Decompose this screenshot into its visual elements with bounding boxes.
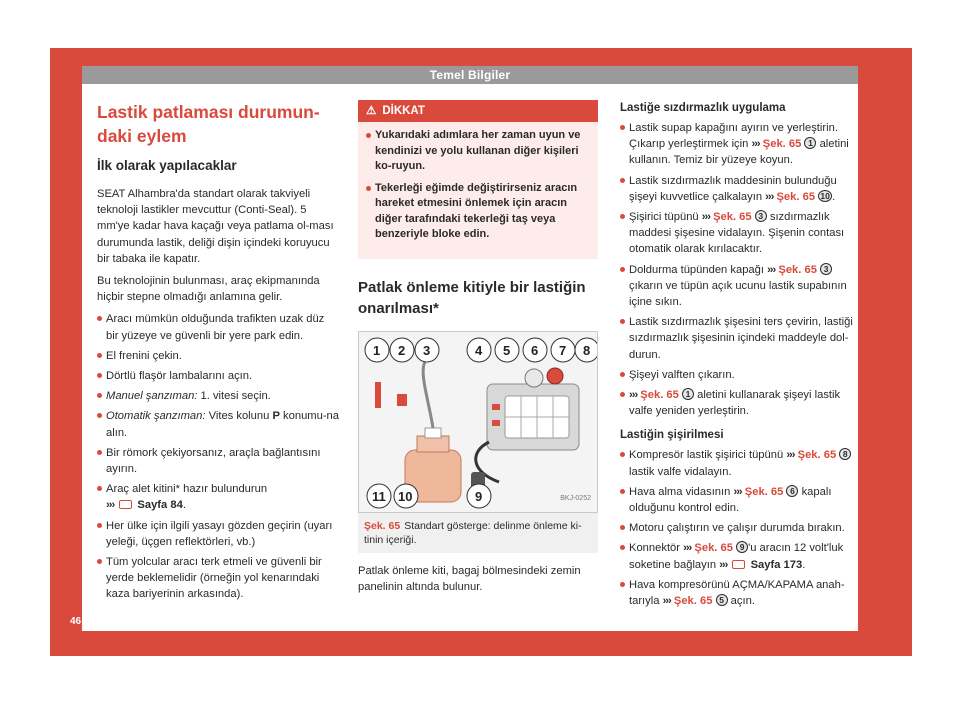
page-link[interactable]: Sayfa 84 [137, 499, 183, 512]
figure-label: 3 [423, 342, 431, 358]
list-item-text: Kompresör lastik şişirici tüpünü [629, 449, 784, 462]
list-item: Bir römork çekiyorsanız, araçla bağlantısını ayırın. [97, 445, 339, 477]
arrows-icon: ››› [662, 595, 671, 608]
warning-item: Yukarıdaki adımlara her zaman uyun ve kendinizi ve yolu kullanan diğer kişileri ko-ruyun. [366, 128, 590, 175]
list-item: Her ülke için ilgili yasayı gözden geçirin (uyarı yeleği, üçgen reflektörleri, vb.) [97, 518, 339, 550]
list-item-text: açın. [730, 595, 755, 608]
figure-ref[interactable]: Şek. 65 [744, 485, 784, 498]
title-line-1: Lastik patlaması durumun- [97, 102, 320, 122]
warning-item: Tekerleği eğimde değiştirirseniz aracın hareket etmesini önlemek için aracın diğer tarafındaki tekerleği taş veya benzeriyle bloke edin. [366, 181, 590, 243]
list-item-text: konumu-na alın. [106, 410, 340, 439]
list-item [97, 388, 339, 404]
list-item-text: 'u aracın 12 volt'luk soketine bağlayın [629, 542, 844, 571]
column-middle [358, 100, 598, 601]
list-item: Lastik sızdırmazlık şişesini ters çevirin, lastiği sızdırmazlık şişesinin içindeki maddeyle dol-durun. [620, 314, 858, 363]
figure-ref[interactable]: Şek. 65 [673, 595, 713, 608]
arrows-icon: ››› [733, 485, 742, 498]
list-item [620, 209, 858, 258]
list-item [620, 262, 858, 311]
list-item [620, 387, 858, 419]
list-item-text: Lastik sızdırmazlık maddesinin bulunduğu şişeyi kuvvetlice çalkalayın [629, 174, 837, 203]
list-item [620, 447, 858, 479]
callout-number: 3 [755, 210, 767, 222]
list-item-text: Lastik supap kapağını ayırın ve yerleştirin. Çıkarıp yerleştirmek için [629, 122, 838, 151]
page-link[interactable]: Sayfa 173 [750, 558, 803, 571]
warning-title: DİKKAT [382, 105, 425, 117]
list-item-text: lastik valfe vidalayın. [629, 465, 732, 478]
book-icon [732, 560, 745, 569]
arrows-icon: ››› [683, 542, 692, 555]
arrows-icon: ››› [629, 389, 638, 402]
figure-label: 9 [475, 488, 483, 504]
page-header: Temel Bilgiler [82, 66, 858, 84]
warning-box [358, 100, 598, 259]
figure-label: 2 [398, 342, 406, 358]
list-item-bold: P [272, 410, 280, 423]
figure-label: 10 [398, 488, 413, 504]
figure-ref: Şek. 65 [364, 519, 401, 532]
list-item-text: Şişirici tüpünü [629, 211, 699, 224]
kit-location-paragraph: Patlak önleme kiti, bagaj bölmesindeki zemin panelinin altında bulunur. [358, 564, 581, 593]
repair-kit-figure [358, 331, 598, 513]
callout-number: 3 [820, 263, 832, 275]
intro-paragraph: SEAT Alhambra'da standart olarak takviyeli teknoloji lastikler mevcuttur (Conti-Seal). 5 mm'ye kadar hava kaçağı veya patlama ol-ması durumunda lastik, deliği dişin içindeki koruyucu bir tabaka ile kapatır. [97, 188, 334, 265]
list-item-text: Araç alet kitini* hazır bulundurun [106, 483, 268, 496]
repair-kit-illustration [359, 332, 598, 513]
figure-label: 8 [583, 342, 591, 358]
list-item: Lastik sızdırmazlık maddesinin bulunduğu şişeyi kuvvetlice çalkalayın ››› Şek. 65 10 . [620, 173, 858, 205]
figure-ref[interactable]: Şek. 65 [762, 138, 802, 151]
list-item [97, 481, 339, 513]
arrows-icon: ››› [106, 499, 115, 512]
arrows-icon: ››› [719, 558, 728, 571]
column-right [620, 100, 858, 613]
callout-number: 1 [804, 137, 816, 149]
list-item: El frenini çekin. [97, 348, 339, 364]
warning-icon: ⚠ [366, 105, 377, 117]
figure-ref[interactable]: Şek. 65 [776, 190, 816, 203]
figure-label: 7 [559, 342, 567, 358]
title-line-2: daki eylem [97, 126, 187, 146]
figure-label: 4 [475, 342, 483, 358]
list-item-text: Vites kolunu [205, 410, 273, 423]
page-number: 46 [70, 616, 82, 627]
column-left [97, 100, 339, 607]
list-item-text: Hava alma vidasının [629, 485, 731, 498]
subheading: Lastiğe sızdırmazlık uygulama [620, 102, 786, 114]
caption-text: Standart gösterge: delinme önleme ki-tinin içeriği. [364, 519, 582, 546]
arrows-icon: ››› [701, 211, 710, 224]
list-item-text: aletini kullanarak şişeyi lastik valfe yeniden yerleştirin. [629, 389, 841, 418]
list-item [620, 120, 858, 169]
section-title: Patlak önleme kitiyle bir lastiğin onarılması* [358, 278, 586, 317]
warning-header [358, 100, 598, 122]
list-item [620, 577, 858, 609]
figure-label: 5 [503, 342, 511, 358]
list-item: Şişeyi valften çıkarın. [620, 367, 858, 383]
section-title [97, 100, 339, 148]
list-item-text: sızdırmazlık maddesi şişesine vidalayın. Şişenin contası otomatik olarak kırılacaktır. [629, 211, 845, 256]
list-item-italic: Manuel şanzıman: [106, 390, 198, 403]
arrows-icon: ››› [765, 190, 774, 203]
callout-number: 6 [786, 485, 798, 497]
note-paragraph: Bu teknolojinin bulunması, araç ekipmanında hiçbir stepne olmadığı anlamına gelir. [97, 275, 320, 304]
figure-code: BKJ-0252 [560, 495, 591, 503]
subheading: Lastiğin şişirilmesi [620, 429, 724, 442]
figure-label: 11 [372, 488, 386, 504]
figure-label: 1 [373, 342, 381, 358]
list-item-text: 1. vitesi seçin. [197, 390, 271, 403]
arrows-icon: ››› [767, 263, 776, 276]
subsection-title: İlk olarak yapılacaklar [97, 158, 237, 173]
arrows-icon: ››› [786, 449, 795, 462]
figure-ref[interactable]: Şek. 65 [778, 263, 817, 276]
list-item-text: . [182, 499, 186, 512]
callout-number: 10 [818, 190, 832, 202]
callout-number: 9 [736, 541, 748, 553]
callout-number: 8 [839, 448, 851, 460]
list-item-text: Doldurma tüpünden kapağı [629, 263, 764, 276]
figure-ref[interactable]: Şek. 65 [713, 211, 752, 224]
figure-ref[interactable]: Şek. 65 [797, 449, 837, 462]
list-item [97, 408, 339, 440]
list-item-italic: Otomatik şanzıman: [106, 410, 206, 423]
list-item-text: Hava kompresörünü AÇMA/KAPAMA anah-tarıyla [629, 578, 845, 608]
list-item: Motoru çalıştırın ve çalışır durumda bırakın. [620, 520, 858, 536]
list-item-text: kapalı olduğunu kontrol edin. [629, 485, 832, 515]
arrows-icon: ››› [751, 138, 760, 151]
figure-caption [358, 513, 598, 553]
list-item: Konnektör ››› Şek. 65 9 'u aracın 12 volt'luk soketine bağlayın ››› Sayfa 173. [620, 540, 858, 572]
list-item-text: çıkarın ve tüpün açık ucunu lastik supabının içine sıkın. [629, 279, 847, 309]
list-item: Dörtlü flaşör lambalarını açın. [97, 368, 339, 384]
figure-ref[interactable]: Şek. 65 [694, 542, 733, 555]
figure-label: 6 [531, 342, 539, 358]
book-icon [119, 500, 132, 509]
callout-number: 1 [682, 388, 694, 400]
list-item: Aracı mümkün olduğunda trafikten uzak düz bir yüzeye ve güvenli bir yere park edin. [97, 311, 339, 343]
callout-number: 5 [716, 594, 728, 606]
warning-body [358, 122, 598, 243]
figure-ref[interactable]: Şek. 65 [640, 389, 679, 402]
list-item: Tüm yolcular aracı terk etmeli ve güvenli bir yerde beklemelidir (örneğin yol kenarındaki kaza bariyerinin arkasında). [97, 554, 339, 603]
list-item-text: Konnektör [629, 542, 680, 555]
list-item-text: aletini kullanın. Temiz bir yüzeye koyun. [629, 138, 849, 167]
list-item [620, 484, 858, 516]
